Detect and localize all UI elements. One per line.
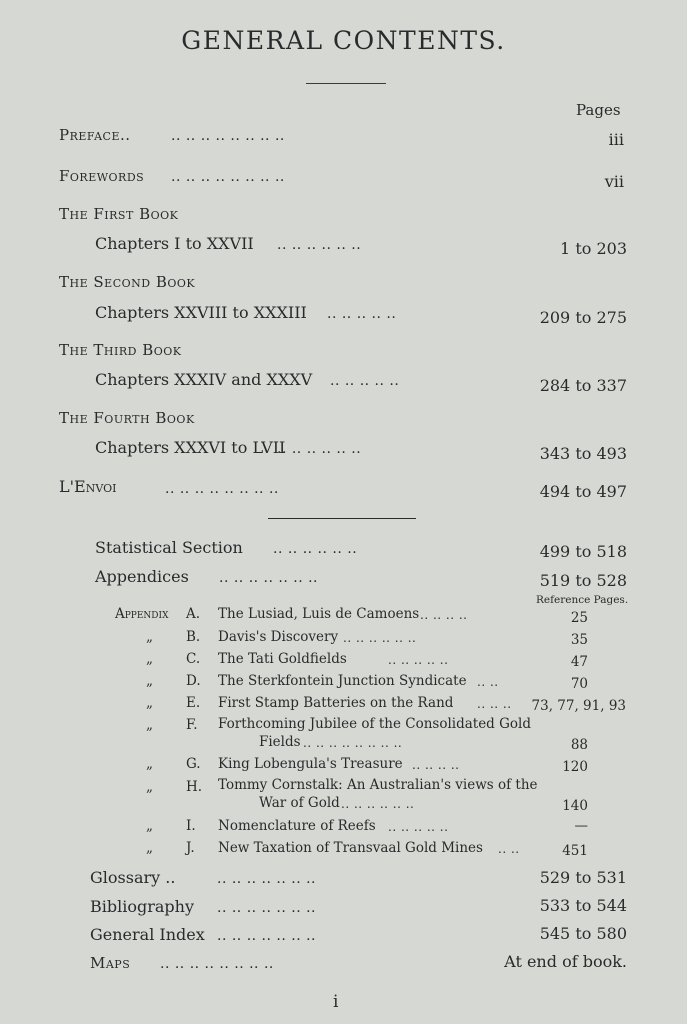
page-ref: 533 to 544: [539, 896, 627, 915]
pages-column-header: Pages: [576, 101, 621, 119]
page-ref: 451: [562, 843, 588, 859]
appendix-letter: A.: [186, 606, 201, 622]
ditto-mark: „: [146, 756, 153, 772]
entry-label: Chapters XXXIV and XXXV: [95, 370, 313, 389]
entry-label: Statistical Section: [95, 538, 243, 557]
appendix-title: The Sterkfontein Junction Syndicate: [218, 673, 467, 689]
appendix-title: King Lobengula's Treasure: [218, 756, 403, 772]
appendix-letter: D.: [186, 673, 201, 689]
leader-dots: .. .. .. .. .. .. ..: [217, 871, 317, 887]
page-ref: 120: [562, 759, 588, 775]
entry-label: Forewords: [59, 167, 145, 185]
appendix-letter: F.: [186, 717, 198, 733]
leader-dots: .. .. .. .. .. ..: [277, 441, 362, 457]
leader-dots: .. .. .. .. ..: [330, 373, 400, 389]
ditto-mark: „: [146, 717, 153, 733]
section-divider: [268, 518, 416, 519]
appendix-letter: J.: [186, 840, 195, 856]
leader-dots: .. ..: [498, 842, 520, 856]
page-ref: 25: [570, 610, 588, 626]
appendix-title: Forthcoming Jubilee of the Consolidated Gold: [218, 716, 531, 732]
leader-dots: .. .. .. ..: [420, 608, 468, 622]
entry-label: Glossary ..: [90, 868, 176, 887]
leader-dots: .. .. .. .. .. ..: [277, 237, 362, 253]
entry-label: Maps: [90, 954, 131, 972]
appendix-title: First Stamp Batteries on the Rand: [218, 695, 454, 711]
ditto-mark: „: [146, 818, 153, 834]
ditto-mark: „: [146, 629, 153, 645]
appendix-title: The Tati Goldfields: [218, 651, 347, 667]
ditto-mark: „: [146, 779, 153, 795]
page-ref: 519 to 528: [539, 571, 627, 590]
appendix-title: The Lusiad, Luis de Camoens: [218, 606, 420, 622]
entry-label: Appendices: [95, 567, 189, 586]
leader-dots: .. .. .. .. .. ..: [341, 797, 415, 811]
appendix-prefix: Appendix: [115, 606, 169, 622]
entry-label: Preface..: [59, 126, 131, 144]
appendix-title: Tommy Cornstalk: An Australian's views of the: [218, 777, 538, 793]
page-ref: 545 to 580: [539, 924, 627, 943]
book-heading: The Second Book: [59, 273, 196, 291]
leader-dots: .. .. .. .. ..: [388, 653, 449, 667]
appendix-title: New Taxation of Transvaal Gold Mines: [218, 840, 483, 856]
page-ref: 88: [570, 737, 588, 753]
ditto-mark: „: [146, 651, 153, 667]
book-heading: The First Book: [59, 205, 179, 223]
appendix-letter: B.: [186, 629, 201, 645]
entry-label: Chapters XXXVI to LVII: [95, 438, 286, 457]
leader-dots: .. .. .. .. .. .. ..: [217, 928, 317, 944]
appendix-title: Davis's Discovery: [218, 629, 339, 645]
leader-dots: .. .. .. .. ..: [388, 820, 449, 834]
book-heading: The Fourth Book: [59, 409, 195, 427]
leader-dots: .. .. .. .. .. .. .. ..: [171, 128, 285, 144]
appendix-title: Nomenclature of Reefs: [218, 818, 376, 834]
leader-dots: .. .. .. .. .. ..: [273, 541, 358, 557]
page-ref: 494 to 497: [539, 482, 627, 501]
page-ref: —: [574, 818, 588, 834]
page-ref: 70: [570, 676, 588, 692]
ditto-mark: „: [146, 695, 153, 711]
appendix-letter: G.: [186, 756, 201, 772]
leader-dots: .. .. .. .. .. .. .. ..: [165, 481, 279, 497]
page-ref: At end of book.: [504, 952, 627, 971]
page-ref: iii: [608, 130, 624, 149]
page-title: GENERAL CONTENTS.: [181, 26, 506, 55]
page-ref: 499 to 518: [539, 542, 627, 561]
entry-label: L'Envoi: [59, 477, 117, 496]
leader-dots: .. .. .. .. ..: [327, 306, 397, 322]
page-ref: 47: [570, 654, 588, 670]
ditto-mark: „: [146, 840, 153, 856]
entry-label: Bibliography: [90, 897, 194, 916]
page-ref: 1 to 203: [560, 239, 627, 258]
appendix-letter: I.: [186, 818, 196, 834]
ditto-mark: „: [146, 673, 153, 689]
page-ref: 284 to 337: [539, 376, 627, 395]
book-heading: The Third Book: [59, 341, 182, 359]
appendix-letter: H.: [186, 779, 203, 795]
page-ref: 140: [562, 798, 588, 814]
page-ref: 529 to 531: [539, 868, 627, 887]
leader-dots: .. .. .. .. .. .. ..: [219, 570, 319, 586]
entry-label: Chapters XXVIII to XXXIII: [95, 303, 307, 322]
reference-pages-header: Reference Pages.: [536, 594, 629, 606]
page-number: i: [333, 992, 339, 1012]
entry-label: Chapters I to XXVII: [95, 234, 254, 253]
leader-dots: .. .. .. .. .. .. ..: [217, 900, 317, 916]
appendix-letter: E.: [186, 695, 201, 711]
leader-dots: .. .. .. .. .. .. .. ..: [160, 956, 274, 972]
leader-dots: .. ..: [477, 675, 499, 689]
page-ref: 209 to 275: [539, 308, 627, 327]
appendix-title-cont: War of Gold: [259, 795, 340, 811]
title-rule: [306, 83, 386, 84]
leader-dots: .. .. .. ..: [412, 758, 460, 772]
appendix-letter: C.: [186, 651, 201, 667]
leader-dots: .. .. ..: [477, 697, 512, 711]
page-ref: 35: [570, 632, 588, 648]
leader-dots: .. .. .. .. .. .. .. ..: [171, 169, 285, 185]
leader-dots: .. .. .. .. .. .. .. ..: [303, 736, 403, 750]
leader-dots: .. .. .. .. .. ..: [343, 631, 417, 645]
appendix-title-cont: Fields: [259, 734, 301, 750]
page-ref: 73, 77, 91, 93: [531, 698, 626, 714]
page-ref: 343 to 493: [539, 444, 627, 463]
entry-label: General Index: [90, 925, 205, 944]
page-ref: vii: [604, 172, 624, 191]
